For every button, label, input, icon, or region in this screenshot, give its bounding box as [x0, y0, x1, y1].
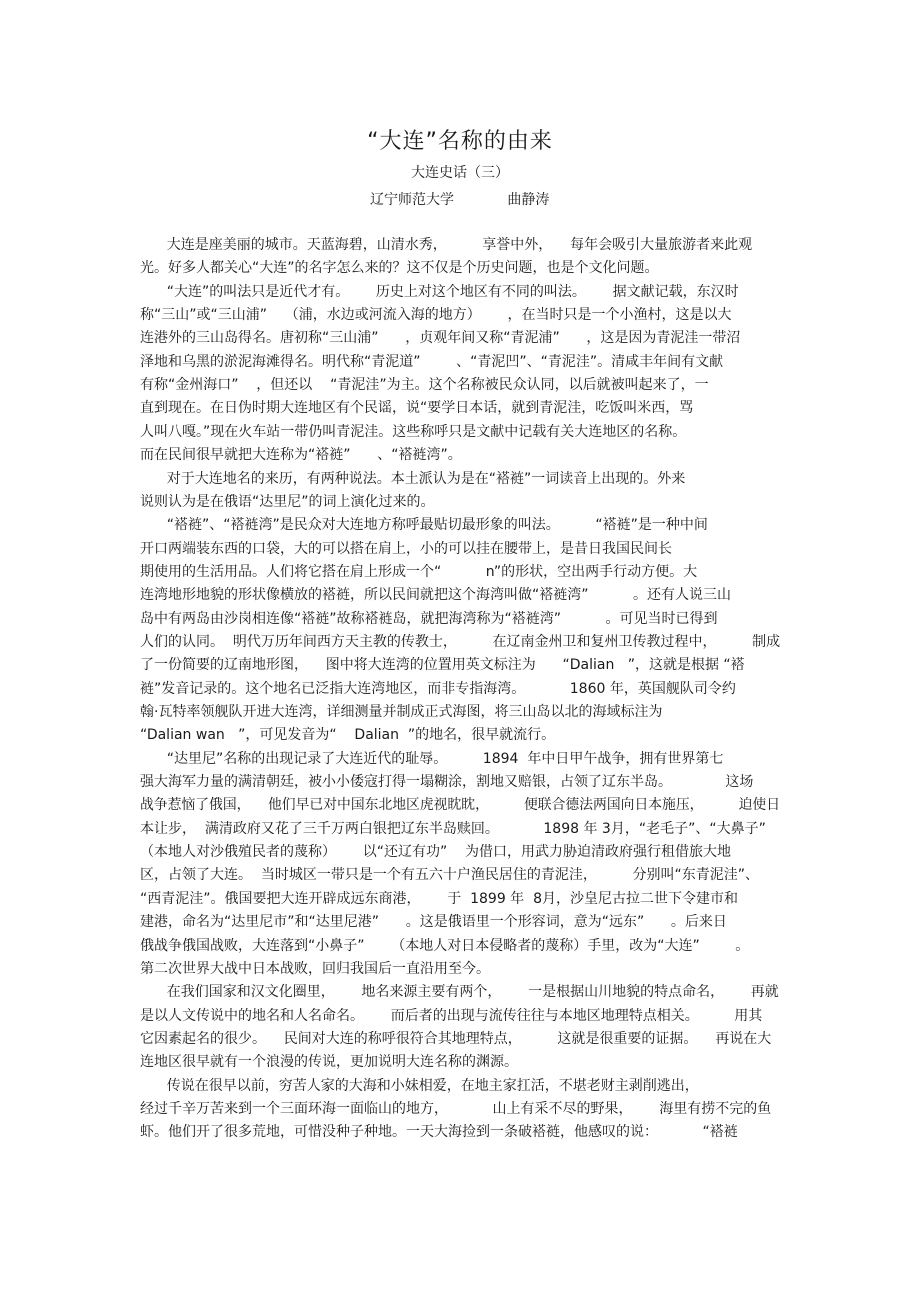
- text-line: 光。好多人都关心“大连”的名字怎么来的？这不仅是个历史问题，也是个文化问题。: [140, 260, 659, 277]
- text-line: 翰·瓦特率领舰队开进大连湾，详细测量并制成正式海图，将三山岛以北的海域标注为: [140, 704, 663, 720]
- author-line: 辽宁师范大学 曲静涛: [370, 192, 550, 208]
- text-line: 对于大连地名的来历，有两种说法。本土派认为是在“褡裢”一词读音上出现的。外来: [140, 470, 686, 487]
- text-line: 区，占领了大连。 当时城区一带只是一个有五六十户渔民居住的青泥洼， 分别叫“东青泥洼”、: [140, 867, 760, 884]
- text-line: 泽地和乌黑的淤泥海滩得名。明代称“青泥道” 、“青泥凹”、“青泥洼”。清咸丰年间有文献: [140, 353, 724, 370]
- text-line: 裢”发音记录的。这个地名已泛指大连湾地区，而非专指海湾。 1860 年，英国舰队司令约: [140, 680, 736, 697]
- text-line: “褡裢”、“褡裢湾”是民众对大连地方称呼最贴切最形象的叫法。 “褡裢”是一种中间: [140, 517, 708, 534]
- text-line: 直到现在。在日伪时期大连地区有个民谣，说“要学日本话，就到青泥洼，吃饭叫米西，骂: [140, 400, 694, 417]
- text-line: 虾。他们开了很多荒地，可惜没种子种地。一天大海捡到一条破褡裢，他感叹的说： “褡裢: [140, 1124, 738, 1141]
- text-line: 称“三山”或“三山浦” （浦，水边或河流入海的地方） ，在当时只是一个小渔村，这是以大: [140, 307, 732, 324]
- text-line: 经过千辛万苦来到一个三面环海一面临山的地方， 山上有采不尽的野果， 海里有捞不完的鱼: [140, 1100, 772, 1117]
- text-line: “达里尼”名称的出现记录了大连近代的耻辱。 1894 年中日甲午战争，拥有世界第七: [140, 750, 724, 767]
- text-line: 连港外的三山岛得名。唐初称“三山浦” ，贞观年间又称“青泥浦” ，这是因为青泥洼一带沼: [140, 330, 741, 347]
- text-line: （本地人对沙俄殖民者的蔑称） 以“还辽有功” 为借口，用武力胁迫清政府强行租借旅大地: [140, 844, 732, 861]
- text-line: 在我们国家和汉文化圈里， 地名来源主要有两个， 一是根据山川地貌的特点命名， 再就: [140, 984, 779, 1001]
- text-line: “西青泥洼”。俄国要把大连开辟成远东商港， 于 1899 年 8月，沙皇尼古拉二世下令建市和: [140, 890, 738, 907]
- text-line: 岛中有两岛由沙岗相连像“褡裢”故称褡裢岛，就把海湾称为“褡裢湾” 。可见当时已得到: [140, 610, 718, 627]
- text-line: 第二次世界大战中日本战败，回归我国后一直沿用至今。: [140, 960, 490, 977]
- text-line: 连湾地形地貌的形状像横放的褡裢，所以民间就把这个海湾叫做“褡裢湾” 。还有人说三山: [140, 587, 732, 604]
- text-line: 大连是座美丽的城市。天蓝海碧，山清水秀， 享誉中外， 每年会吸引大量旅游者来此观: [140, 237, 753, 253]
- text-line: 而在民间很早就把大连称为“褡裢” 、“褡裢湾”。: [140, 447, 462, 464]
- text-line: 说则认为是在俄语“达里尼”的词上演化过来的。: [140, 493, 435, 510]
- text-line: “大连”的叫法只是近代才有。 历史上对这个地区有不同的叫法。 据文献记载，东汉时: [140, 283, 739, 300]
- text-line: 本让步， 满清政府又花了三千万两白银把辽东半岛赎回。 1898 年 3月，“老毛子”、“大鼻子”: [140, 820, 766, 837]
- document-subtitle: 大连史话（三）: [411, 165, 509, 181]
- text-line: 连地区很早就有一个浪漫的传说，更加说明大连名称的渊源。: [140, 1054, 518, 1071]
- text-line: 了一份简要的辽南地形图， 图中将大连湾的位置用英文标注为 “Dalian ”，这就是根据 “褡: [140, 657, 745, 674]
- text-line: 是以人文传说中的地名和人名命名。 而后者的出现与流传往往与本地区地理特点相关。 用其: [140, 1007, 763, 1024]
- text-line: 期使用的生活用品。人们将它搭在肩上形成一个“ n”的形状，空出两手行动方便。大: [140, 563, 698, 580]
- document-title: “大连”名称的由来: [367, 129, 553, 154]
- text-line: 俄战争俄国战败，大连落到“小鼻子” （本地人对日本侵略者的蔑称）手里，改为“大连” 。: [140, 937, 750, 954]
- text-line: 开口两端装东西的口袋，大的可以搭在肩上，小的可以挂在腰带上，是昔日我国民间长: [140, 540, 672, 557]
- text-line: “Dalian wan ”，可见发音为“ Dalian ”的地名，很早就流行。: [140, 727, 556, 744]
- text-line: 强大海军力量的满清朝廷，被小小倭寇打得一塌糊涂，割地又赔银，占领了辽东半岛。 这场: [140, 774, 754, 791]
- text-line: 建港，命名为“达里尼市”和“达里尼港” 。这是俄语里一个形容词，意为“远东” 。后来日: [140, 914, 727, 931]
- text-line: 人叫八嘎。”现在火车站一带仍叫青泥洼。这些称呼只是文献中记载有关大连地区的名称。: [140, 423, 687, 440]
- text-line: 人们的认同。 明代万历年间西方天主教的传教士， 在辽南金州卫和复州卫传教过程中， 制成: [140, 633, 781, 650]
- text-line: 有称“金州海口” ，但还以 “青泥洼”为主。这个名称被民众认同，以后就被叫起来了，一: [140, 377, 709, 394]
- text-line: 传说在很早以前，穷苦人家的大海和小妹相爱，在地主家扛活，不堪老财主剥削逃出，: [140, 1077, 699, 1094]
- text-line: 战争惹恼了俄国， 他们早已对中国东北地区虎视眈眈， 便联合德法两国向日本施压， 迫使日: [140, 797, 781, 814]
- text-line: 它因素起名的很少。 民间对大连的称呼很符合其地理特点， 这就是很重要的证据。 再说在大: [140, 1030, 772, 1047]
